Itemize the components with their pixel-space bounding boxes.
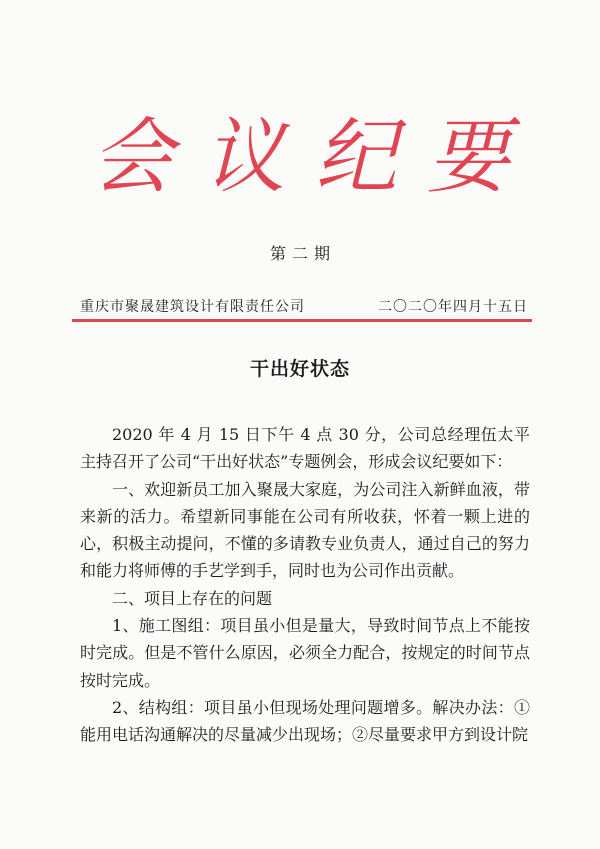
document-title: 会议纪要 (91, 110, 539, 205)
meeting-subject: 干出好状态 (249, 358, 350, 380)
red-divider (72, 319, 532, 322)
paragraph-welcome: 一、欢迎新员工加入聚晟大家庭，为公司注入新鲜血液，带来新的活力。希望新同事能在公司有所收获，怀着一颗上进的心，积极主动提问，不懂的多请教专业负责人，通过自己的努力和能力将师傅的手艺学到手，同时也为公司作出贡献。 (80, 479, 530, 581)
company-name: 重庆市聚晟建筑设计有限责任公司 (80, 299, 305, 315)
paragraph-structure-group: 2、结构组：项目虽小但现场处理问题增多。解决办法：①能用电话沟通解决的尽量减少出现场；②尽量要求甲方到设计院 (80, 697, 530, 745)
issue-number: 第二期 (269, 244, 336, 263)
paragraph-section-heading: 二、项目上存在的问题 (112, 588, 273, 608)
paragraph-construction-group: 1、施工图组：项目虽小但是量大，导致时间节点上不能按时完成。但是不管什么原因，必须全力配合，按规定的时间节点按时完成。 (80, 616, 530, 690)
issue-date: 二〇二〇年四月十五日 (378, 299, 528, 315)
minutes-body (80, 421, 530, 749)
paragraph-intro: 2020 年 4 月 15 日下午 4 点 30 分，公司总经理伍太平主持召开了公司“干出好状态”专题例会，形成会议纪要如下： (80, 425, 530, 472)
